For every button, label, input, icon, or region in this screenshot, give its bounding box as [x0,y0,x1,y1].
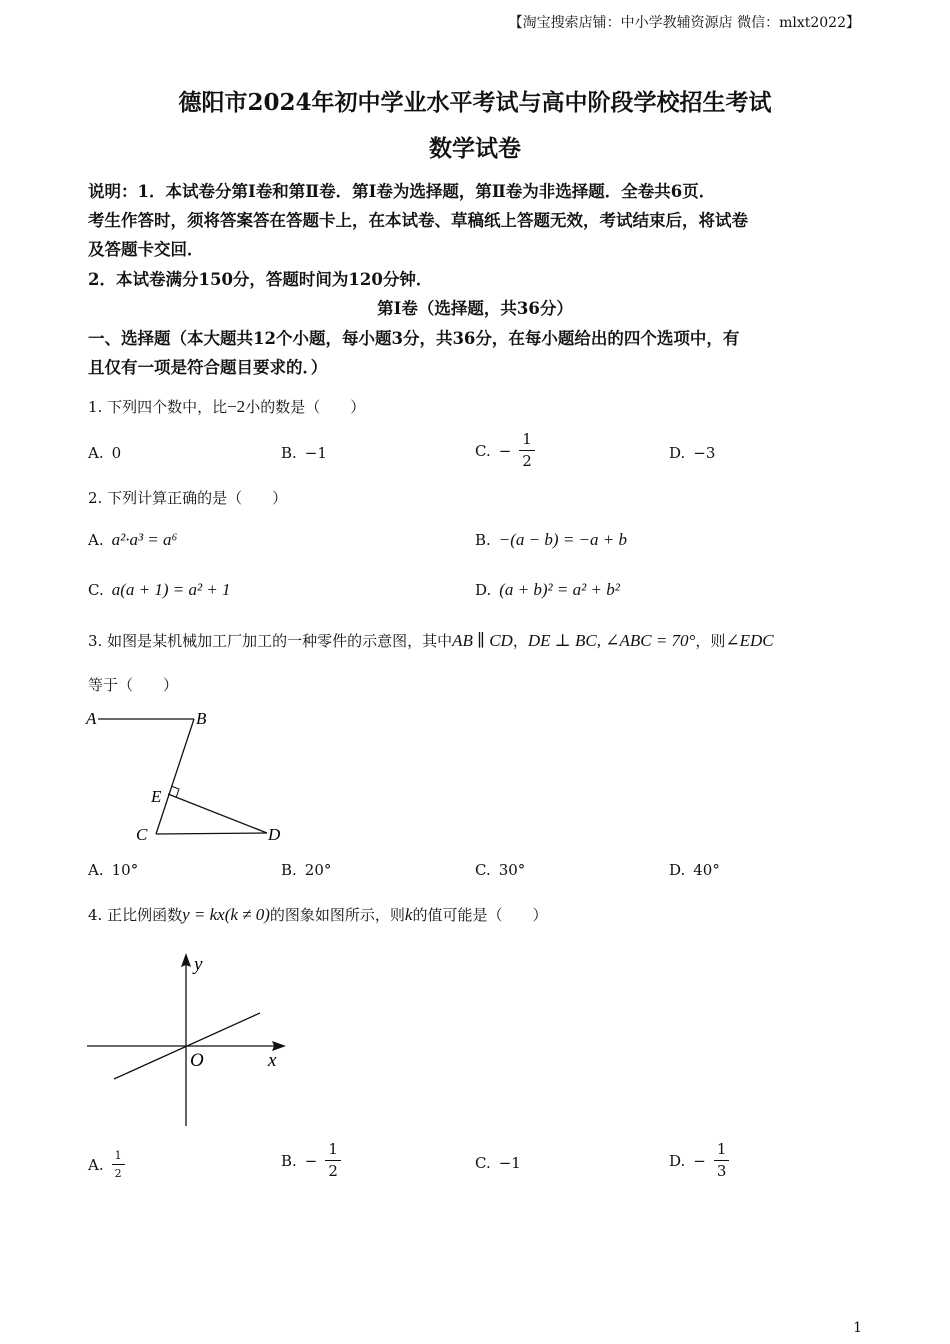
q4-option-c[interactable]: C. −1 [475,1154,521,1172]
q1-option-c[interactable]: C. − $\frac{1}{2}$ [475,432,535,469]
fraction: $\frac{1}{2}$ [112,1150,125,1179]
fraction: $\frac{1}{3}$ [714,1142,730,1179]
segment-bc [156,719,194,834]
fraction: $\frac{1}{2}$ [325,1142,341,1179]
label-c: C [136,825,148,844]
question-3-stem: 3. 如图是某机械加工厂加工的一种零件的示意图，其中AB ∥ CD，DE ⊥ BC, ∠ABC = 70°，则∠EDC [88,631,774,650]
instructions-line-4: 2．本试卷满分150分，答题时间为120分钟． [88,270,433,289]
origin-label: O [190,1050,204,1071]
part-one-title: 第Ⅰ卷（选择题，共36分） [377,299,573,318]
question-2-stem: 2. 下列计算正确的是（ ） [88,489,288,507]
label-d: D [268,825,281,844]
shop-note-header: 【淘宝搜索店铺：中小学教辅资源店 微信：mlxt2022】 [508,15,860,31]
y-axis-label: y [194,954,203,975]
q3-option-b[interactable]: B. 20° [281,861,332,879]
q4-coordinate-figure [80,945,300,1130]
q3-option-d[interactable]: D. 40° [669,861,720,879]
question-4-stem: 4. 正比例函数y = kx(k ≠ 0)的图象如图所示，则k的值可能是（ ） [88,905,548,924]
segment-cd [156,833,267,834]
section-heading-line-2: 且仅有一项是符合题目要求的．） [88,358,328,377]
question-3-stem-line-2: 等于（ ） [88,676,179,694]
section-heading-line-1: 一、选择题（本大题共12个小题，每小题3分，共36分，在每小题给出的四个选项中，有 [88,329,740,348]
q3-figure [80,700,300,850]
exam-subtitle: 数学试卷 [429,135,521,162]
q2-option-a[interactable]: A. a²·a³ = a⁶ [88,530,178,549]
q2-option-c[interactable]: C. a(a + 1) = a² + 1 [88,580,231,599]
question-1-stem: 1. 下列四个数中，比−2小的数是（ ） [88,397,366,416]
label-e: E [151,787,162,806]
instructions-line-3: 及答题卡交回． [88,240,204,259]
q1-option-a[interactable]: A. 0 [88,444,122,462]
page-number: 1 [853,1320,862,1336]
q2-option-b[interactable]: B. −(a − b) = −a + b [475,530,627,549]
q1-option-d[interactable]: D. −3 [669,444,716,462]
label-a: A [86,709,97,728]
q1-option-b[interactable]: B. −1 [281,444,327,462]
instructions-line-1: 说明：1．本试卷分第Ⅰ卷和第Ⅱ卷．第Ⅰ卷为选择题，第Ⅱ卷为非选择题．全卷共6页． [88,182,716,201]
q4-option-d[interactable]: D. − $\frac{1}{3}$ [669,1142,729,1179]
exam-title: 德阳市2024年初中学业水平考试与高中阶段学校招生考试 [178,89,772,116]
fraction: $\frac{1}{2}$ [519,432,535,469]
q4-option-b[interactable]: B. − $\frac{1}{2}$ [281,1142,341,1179]
y-axis-arrow-icon [181,953,191,967]
segment-de [168,794,267,833]
q3-option-c[interactable]: C. 30° [475,861,526,879]
q4-option-a[interactable]: A. $\frac{1}{2}$ [88,1150,125,1179]
q3-option-a[interactable]: A. 10° [88,861,139,879]
x-axis-label: x [268,1050,277,1071]
q2-option-d[interactable]: D. (a + b)² = a² + b² [475,580,620,599]
instructions-line-2: 考生作答时，须将答案答在答题卡上，在本试卷、草稿纸上答题无效，考试结束后，将试卷 [88,211,748,230]
label-b: B [196,709,207,728]
